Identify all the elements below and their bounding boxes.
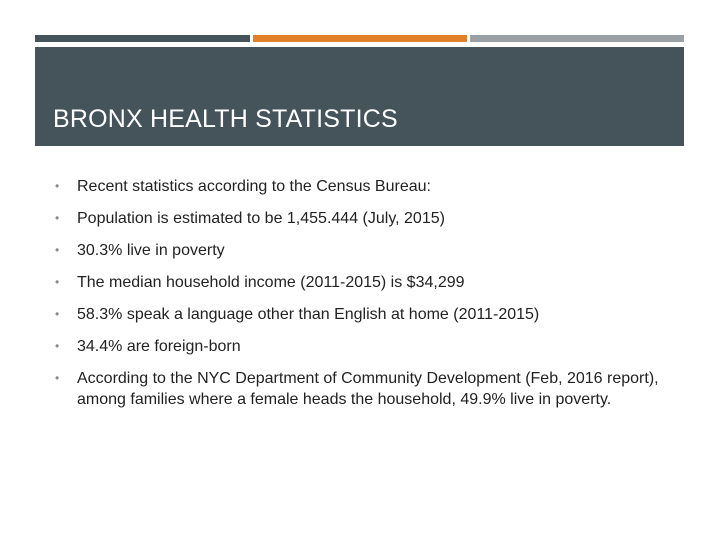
bullet-item: [55, 176, 675, 197]
accent-bar-orange: [253, 35, 467, 42]
accent-bar-gray: [470, 35, 684, 42]
bullet-item: [55, 208, 675, 229]
slide-title: BRONX HEALTH STATISTICS: [53, 105, 398, 133]
bullet-text: Population is estimated to be 1,455.444 (July, 2015): [77, 210, 445, 227]
bullet-dot-icon: •: [55, 307, 60, 321]
bullet-item: [55, 272, 675, 293]
bullet-dot-icon: •: [55, 275, 60, 289]
bullet-item: [55, 304, 675, 325]
bullet-text: 58.3% speak a language other than English at home (2011-2015): [77, 306, 540, 323]
bullet-item: [55, 368, 675, 410]
bullet-text: 30.3% live in poverty: [77, 242, 225, 259]
bullet-item: [55, 336, 675, 357]
title-band: [35, 47, 684, 146]
bullet-dot-icon: •: [55, 211, 60, 225]
bullet-dot-icon: •: [55, 179, 60, 193]
bullet-text: Recent statistics according to the Census Bureau:: [77, 178, 431, 195]
bullet-text: The median household income (2011-2015) is $34,299: [77, 274, 465, 291]
bullet-text: 34.4% are foreign-born: [77, 338, 241, 355]
bullet-dot-icon: •: [55, 243, 60, 257]
bullet-item: [55, 240, 675, 261]
bullet-text: According to the NYC Department of Community Development (Feb, 2016 report), among families where a female heads the household, 49.9% live in poverty.: [77, 370, 659, 408]
accent-bar-dark: [35, 35, 250, 42]
bullet-list: [55, 176, 675, 421]
bullet-dot-icon: •: [55, 371, 60, 385]
bullet-dot-icon: •: [55, 339, 60, 353]
